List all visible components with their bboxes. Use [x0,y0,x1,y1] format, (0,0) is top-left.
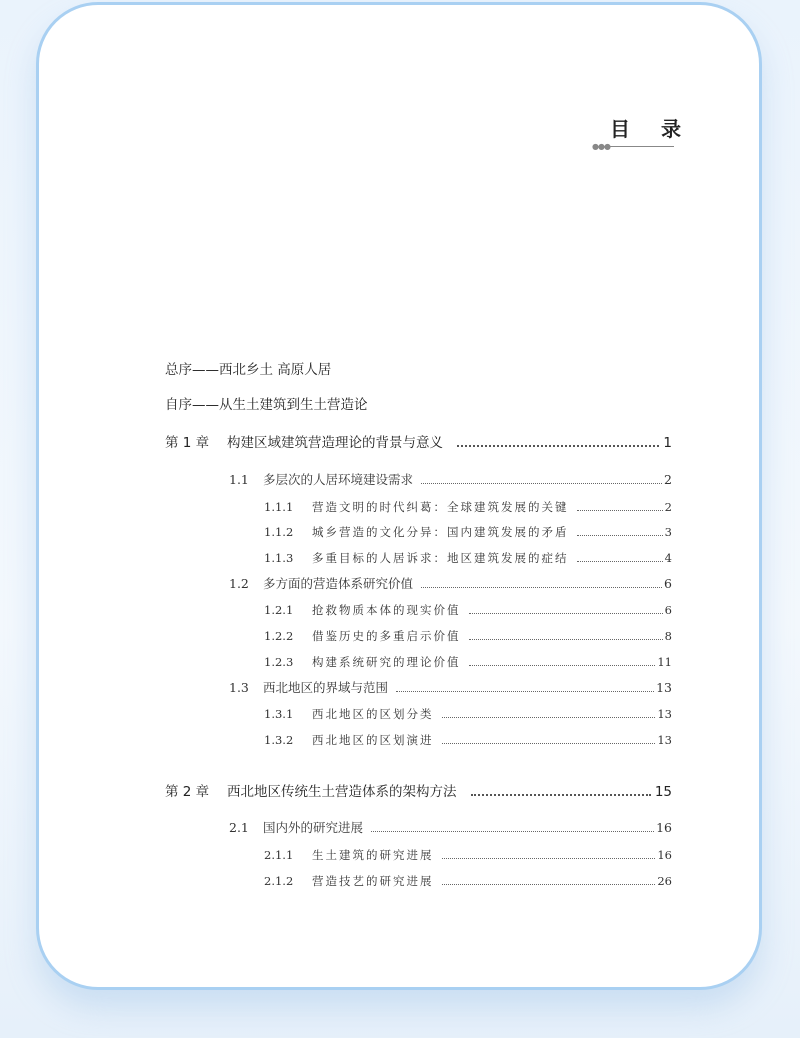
dot-leader [457,445,659,447]
page-number: 15 [654,784,672,800]
subsection-number: 2.1.1 [264,848,294,862]
dot-leader [577,510,663,511]
page-number: 1 [663,435,672,451]
dots-ornament-icon: ●●● [592,142,610,151]
subsection-number: 1.2.3 [264,655,294,669]
dot-leader [577,561,663,562]
dot-leader [421,587,662,588]
page-number: 11 [657,655,672,669]
page-number: 6 [664,603,672,617]
page-number: 13 [656,680,672,695]
chapter-title: 西北地区传统生土营造体系的架构方法 [227,784,457,800]
page-number: 6 [664,576,672,591]
dot-leader [471,794,651,796]
toc-subsection-entry[interactable] [264,548,672,568]
page-number: 13 [657,707,672,721]
subsection-number: 2.1.2 [264,874,294,888]
dot-leader [442,884,656,885]
subsection-title: 生土建筑的研究进展 [312,848,434,862]
dot-leader [577,535,663,536]
dot-leader [396,691,654,692]
subsection-title: 多重目标的人居诉求：地区建筑发展的症结 [312,551,569,565]
dot-leader [469,665,656,666]
section-title: 多方面的营造体系研究价值 [263,576,414,591]
toc-chapter-entry[interactable] [165,433,672,453]
dot-leader [442,858,656,859]
subsection-title: 构建系统研究的理论价值 [312,655,461,669]
subsection-title: 西北地区的区划分类 [312,707,434,721]
page-number: 26 [657,874,672,888]
dot-leader [442,743,656,744]
toc-section-entry[interactable] [229,678,672,698]
section-title: 国内外的研究进展 [263,820,364,835]
preface-entry[interactable]: 总序——西北乡土 高原人居 [165,362,332,378]
subsection-title: 借鉴历史的多重启示价值 [312,629,461,643]
preface-entry[interactable]: 自序——从生土建筑到生土营造论 [165,397,368,413]
page-number: 3 [664,525,672,539]
section-number: 1.2 [229,576,249,591]
dot-leader [469,639,663,640]
page-number: 13 [657,733,672,747]
toc-subsection-entry[interactable] [264,652,672,672]
subsection-number: 1.1.1 [264,500,294,514]
page-number: 4 [664,551,672,565]
subsection-number: 1.3.1 [264,707,294,721]
toc-subsection-entry[interactable] [264,730,672,750]
subsection-number: 1.2.1 [264,603,294,617]
subsection-title: 城乡营造的文化分异：国内建筑发展的矛盾 [312,525,569,539]
page-number: 2 [664,472,672,487]
toc-subsection-entry[interactable] [264,871,672,891]
toc-subsection-entry[interactable] [264,522,672,542]
subsection-number: 1.1.3 [264,551,294,565]
page-frame [36,2,762,990]
dot-leader [421,483,662,484]
section-title: 多层次的人居环境建设需求 [263,472,414,487]
toc-chapter-entry[interactable] [165,782,672,802]
toc-subsection-entry[interactable] [264,626,672,646]
subsection-title: 营造文明的时代纠葛：全球建筑发展的关键 [312,500,569,514]
subsection-title: 营造技艺的研究进展 [312,874,434,888]
subsection-title: 抢救物质本体的现实价值 [312,603,461,617]
subsection-number: 1.3.2 [264,733,294,747]
dot-leader [371,831,654,832]
section-number: 1.3 [229,680,249,695]
chapter-number: 第 1 章 [165,435,210,451]
chapter-title: 构建区域建筑营造理论的背景与意义 [227,435,443,451]
page-number: 16 [656,820,672,835]
page-number: 2 [664,500,672,514]
section-title: 西北地区的界域与范围 [263,680,389,695]
subsection-number: 1.1.2 [264,525,294,539]
toc-section-entry[interactable] [229,818,672,838]
dot-leader [469,613,663,614]
toc-title: 目 录 [610,117,693,141]
subsection-number: 1.2.2 [264,629,294,643]
page-number: 8 [664,629,672,643]
toc-section-entry[interactable] [229,574,672,594]
page-number: 16 [657,848,672,862]
toc-subsection-entry[interactable] [264,704,672,724]
title-underline [592,144,674,150]
toc-subsection-entry[interactable] [264,497,672,517]
toc-subsection-entry[interactable] [264,600,672,620]
section-number: 2.1 [229,820,249,835]
toc-subsection-entry[interactable] [264,845,672,865]
chapter-number: 第 2 章 [165,784,210,800]
toc-section-entry[interactable] [229,470,672,490]
dot-leader [442,717,656,718]
section-number: 1.1 [229,472,249,487]
subsection-title: 西北地区的区划演进 [312,733,434,747]
